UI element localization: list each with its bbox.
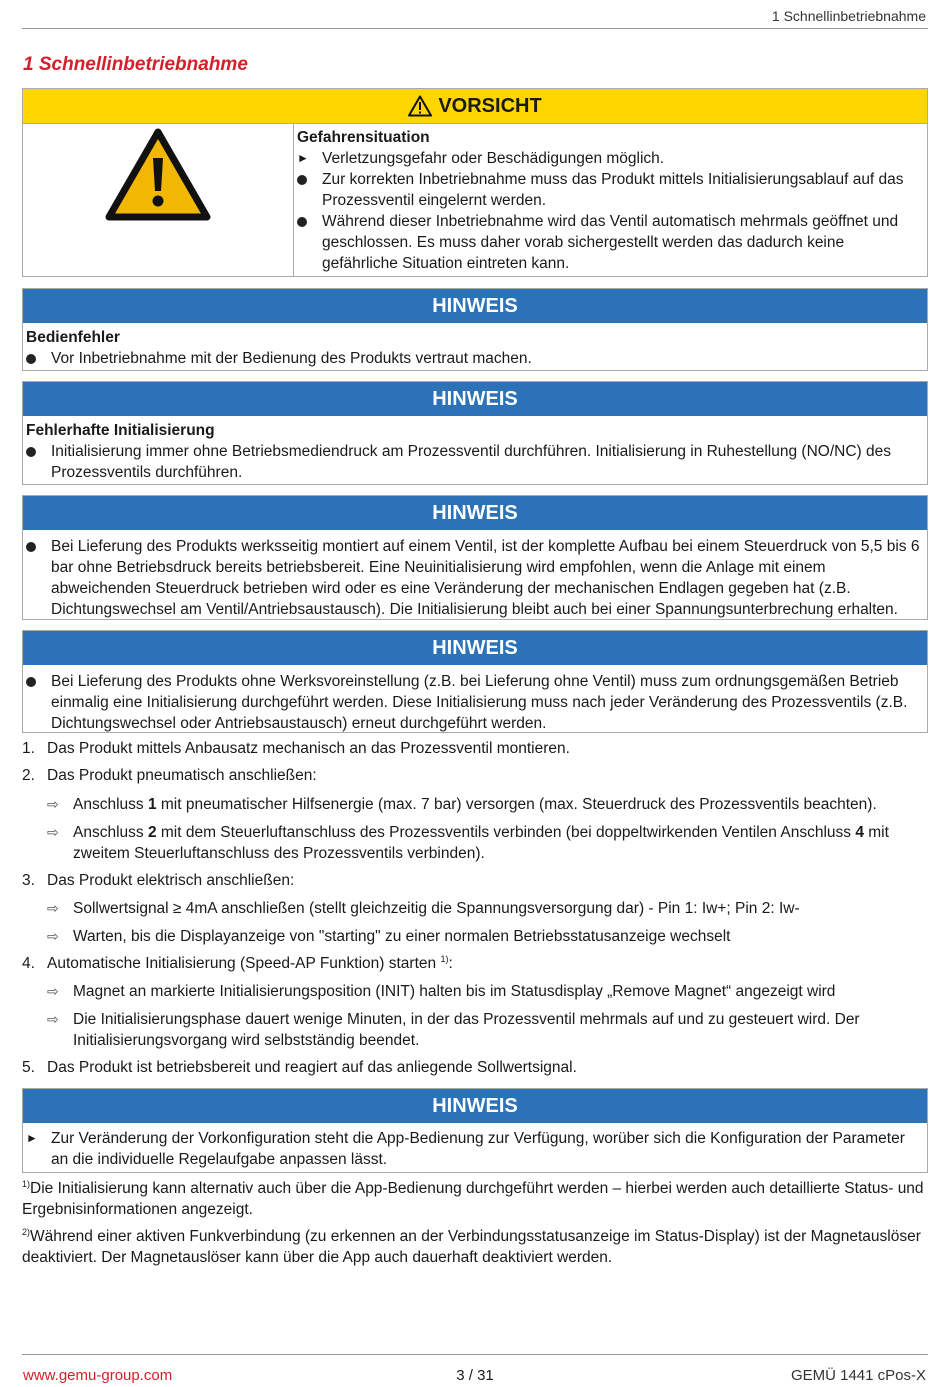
caution-heading: Gefahrensituation <box>297 129 430 146</box>
arrow-bullet-icon: ► <box>297 151 309 165</box>
substep-text: Warten, bis die Displayanzeige von "starting" zu einer normalen Betriebsstatusanzeige wechselt <box>73 928 731 945</box>
note-box-app-config <box>22 1088 928 1173</box>
hollow-arrow-icon: ⇨ <box>47 928 59 944</box>
note-box-faulty-init <box>22 381 928 485</box>
footnote <box>22 1226 928 1268</box>
note-item-text: Initialisierung immer ohne Betriebsmediendruck am Prozessventil durchführen. Initialisierung in Ruhestellung (NO/NC) des Prozessventils durchführen. <box>51 443 891 481</box>
caution-item-text: Während dieser Inbetriebnahme wird das Ventil automatisch mehrmals geöffnet und geschlossen. Es muss daher vorab sichergestellt werden das dadurch keine gefährliche Situation eintreten kann. <box>322 213 899 272</box>
dot-bullet-icon <box>297 175 307 185</box>
footnote-text: Die Initialisierung kann alternativ auch über die App-Bedienung durchgeführt werden – hierbei werden auch detaillierte Status- und Ergebnisinformationen angezeigt. <box>22 1180 924 1218</box>
step-item <box>22 738 928 765</box>
dot-bullet-icon <box>26 354 36 364</box>
substep-text: Anschluss 2 mit dem Steuerluftanschluss des Prozessventils verbinden (bei doppeltwirkenden Ventilen Anschluss 4 mit zweitem Steuerluftanschluss des Prozessventils verbinden). <box>73 824 889 862</box>
dot-bullet-icon <box>26 542 36 552</box>
substep-item <box>22 1009 928 1057</box>
note-item-text: Zur Veränderung der Vorkonfiguration steht die App-Bedienung zur Verfügung, worüber sich die Konfiguration der Parameter an die individuelle Regelaufgabe anpassen lässt. <box>51 1130 905 1168</box>
product-name: GEMÜ 1441 cPos-X <box>790 1367 926 1384</box>
step-number: 1. <box>22 740 35 757</box>
substep-item <box>22 794 928 822</box>
caution-item-text: Verletzungsgefahr oder Beschädigungen möglich. <box>322 150 665 167</box>
caution-title: VORSICHT <box>438 94 542 117</box>
note-item-text: Bei Lieferung des Produkts werksseitig montiert auf einem Ventil, ist der komplette Aufbau bei einem Steuerdruck von 5,5 bis 6 bar ohne Betriebsdruck bereits betriebsbereit. Eine Neuinitialisierung wird empfohlen, wenn die Anlage mit einem abweichenden Steuerdruck betrieben wird oder es eine Veränderung der mechanischen Endlagen gegeben hat (z.B. Dichtungswechsel am Ventil/Antriebsaustausch). Die Initialisierung bleibt auch bei einer Spannungsunterbrechung erhalten. <box>51 538 920 618</box>
caution-item <box>297 169 921 211</box>
step-item <box>22 765 928 794</box>
caution-header <box>23 89 927 124</box>
note-item <box>26 348 921 370</box>
footer-url-link[interactable]: www.gemu-group.com <box>23 1367 173 1384</box>
note-item <box>26 536 921 620</box>
footer-rule <box>22 1354 928 1355</box>
step-list <box>22 738 928 1085</box>
arrow-bullet-icon: ► <box>26 1131 38 1145</box>
section-title: 1 Schnellinbetriebnahme <box>23 54 248 75</box>
note-box-operating-error <box>22 288 928 371</box>
dot-bullet-icon <box>297 217 307 227</box>
note-item <box>26 1128 921 1170</box>
dot-bullet-icon <box>26 677 36 687</box>
step-item <box>22 1057 928 1085</box>
step-number: 5. <box>22 1059 35 1076</box>
note-item <box>26 671 921 734</box>
running-header: 1 Schnellinbetriebnahme <box>771 8 926 24</box>
hollow-arrow-icon: ⇨ <box>47 900 59 916</box>
note-item-text: Bei Lieferung des Produkts ohne Werksvoreinstellung (z.B. bei Lieferung ohne Ventil) muss zum ordnungsgemäßen Betrieb einmalig eine Initialisierung durchgeführt werden. Diese Initialisierung muss nach jeder Veränderung des Prozessventils (z.B. Dichtungswechsel oder Antriebsaustausch) erneut durchgeführt werden. <box>51 673 908 732</box>
note-heading: Fehlerhafte Initialisierung <box>26 422 215 439</box>
caution-item <box>297 148 921 169</box>
note-header: HINWEIS <box>23 289 927 323</box>
note-box-factory-delivery <box>22 495 928 620</box>
note-item-text: Vor Inbetriebnahme mit der Bedienung des Produkts vertraut machen. <box>51 350 532 367</box>
header-rule <box>22 28 928 29</box>
note-header: HINWEIS <box>23 382 927 416</box>
note-header: HINWEIS <box>23 631 927 665</box>
footnote-text: Während einer aktiven Funkverbindung (zu erkennen an der Verbindungsstatusanzeige im Status-Display) ist der Magnetauslöser deaktiviert. Der Magnetauslöser kann über die App auch dauerhaft deaktiviert werden. <box>22 1228 921 1266</box>
substep-text: Anschluss 1 mit pneumatischer Hilfsenergie (max. 7 bar) versorgen (max. Steuerdruck des Prozessventils beachten). <box>73 796 877 813</box>
step-item <box>22 870 928 898</box>
dot-bullet-icon <box>26 447 36 457</box>
hollow-arrow-icon: ⇨ <box>47 824 59 840</box>
note-header: HINWEIS <box>23 496 927 530</box>
substep-item <box>22 822 928 870</box>
step-item <box>22 953 928 981</box>
caution-item <box>297 211 921 274</box>
footnote-mark: 1) <box>22 1178 31 1189</box>
step-number: 3. <box>22 872 35 889</box>
footnote <box>22 1178 928 1220</box>
caution-item-text: Zur korrekten Inbetriebnahme muss das Produkt mittels Initialisierungsablauf auf das Prozessventil eingelernt werden. <box>322 171 904 209</box>
warning-triangle-small-icon <box>408 95 432 117</box>
step-text: Das Produkt mittels Anbausatz mechanisch an das Prozessventil montieren. <box>47 740 570 757</box>
hollow-arrow-icon: ⇨ <box>47 1011 59 1027</box>
note-box-no-preset <box>22 630 928 733</box>
note-header: HINWEIS <box>23 1089 927 1123</box>
substep-item <box>22 926 928 953</box>
step-text: Das Produkt pneumatisch anschließen: <box>47 767 317 784</box>
note-item <box>26 441 921 483</box>
page-number: 3 / 31 <box>456 1367 494 1384</box>
footnote-mark: 2) <box>22 1226 31 1237</box>
substep-item <box>22 981 928 1009</box>
step-text: Das Produkt elektrisch anschließen: <box>47 872 295 889</box>
warning-triangle-icon <box>105 128 211 222</box>
substep-text: Magnet an markierte Initialisierungsposition (INIT) halten bis im Statusdisplay „Remove Magnet“ angezeigt wird <box>73 983 836 1000</box>
step-number: 4. <box>22 955 35 972</box>
step-number: 2. <box>22 767 35 784</box>
footnotes <box>22 1178 928 1268</box>
hollow-arrow-icon: ⇨ <box>47 983 59 999</box>
hollow-arrow-icon: ⇨ <box>47 796 59 812</box>
note-heading: Bedienfehler <box>26 329 120 346</box>
step-text: Automatische Initialisierung (Speed-AP Funktion) starten $^{1)}$: <box>47 953 453 972</box>
caution-icon-cell <box>23 124 294 276</box>
substep-text: Sollwertsignal ≥ 4mA anschließen (stellt gleichzeitig die Spannungsversorgung dar) - Pin 1: Iw+; Pin 2: Iw- <box>73 900 800 917</box>
step-text: Das Produkt ist betriebsbereit und reagiert auf das anliegende Sollwertsignal. <box>47 1059 577 1076</box>
substep-item <box>22 898 928 926</box>
caution-box <box>22 88 928 277</box>
substep-text: Die Initialisierungsphase dauert wenige Minuten, in der das Prozessventil mehrmals auf und zu gesteuert wird. Der Initialisierungsvorgang wird selbstständig beendet. <box>73 1011 860 1049</box>
